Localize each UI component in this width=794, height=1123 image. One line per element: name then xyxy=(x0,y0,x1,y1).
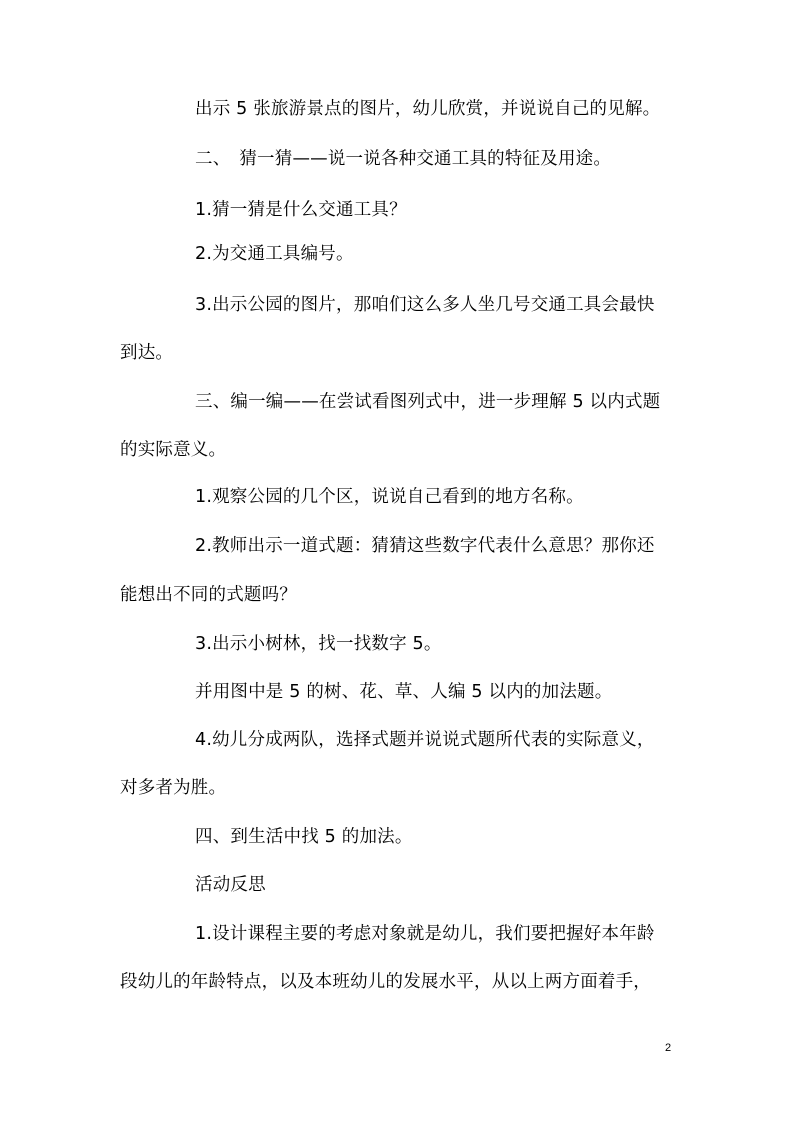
section-heading: 四、到生活中找 5 的加法。 xyxy=(195,827,413,847)
text-line: 对多者为胜。 xyxy=(120,778,227,798)
list-item: 1.设计课程主要的考虑对象就是幼儿，我们要把握好本年龄 xyxy=(195,924,655,944)
text-line: 段幼儿的年龄特点，以及本班幼儿的发展水平，从以上两方面着手， xyxy=(120,972,651,992)
text-line: 出示 5 张旅游景点的图片，幼儿欣赏，并说说自己的见解。 xyxy=(195,99,661,119)
page-number: 2 xyxy=(665,1042,672,1054)
list-item: 1.猜一猜是什么交通工具？ xyxy=(195,200,407,220)
section-heading: 三、编一编——在尝试看图列式中，进一步理解 5 以内式题 xyxy=(195,392,661,412)
section-heading: 活动反思 xyxy=(195,875,266,895)
list-item: 3.出示公园的图片，那咱们这么多人坐几号交通工具会最快 xyxy=(195,295,655,315)
list-item: 2.教师出示一道式题：猜猜这些数字代表什么意思？那你还 xyxy=(195,536,655,556)
list-item: 2.为交通工具编号。 xyxy=(195,244,354,264)
text-line: 并用图中是 5 的树、花、草、人编 5 以内的加法题。 xyxy=(195,682,613,702)
list-item: 3.出示小树林，找一找数字 5。 xyxy=(195,634,442,654)
section-heading: 二、 猜一猜——说一说各种交通工具的特征及用途。 xyxy=(195,149,612,169)
text-line: 的实际意义。 xyxy=(120,440,227,460)
list-item: 1.观察公园的几个区，说说自己看到的地方名称。 xyxy=(195,487,584,507)
text-line: 能想出不同的式题吗？ xyxy=(120,585,297,605)
list-item: 4.幼儿分成两队，选择式题并说说式题所代表的实际意义， xyxy=(195,730,655,750)
text-line: 到达。 xyxy=(120,343,174,363)
